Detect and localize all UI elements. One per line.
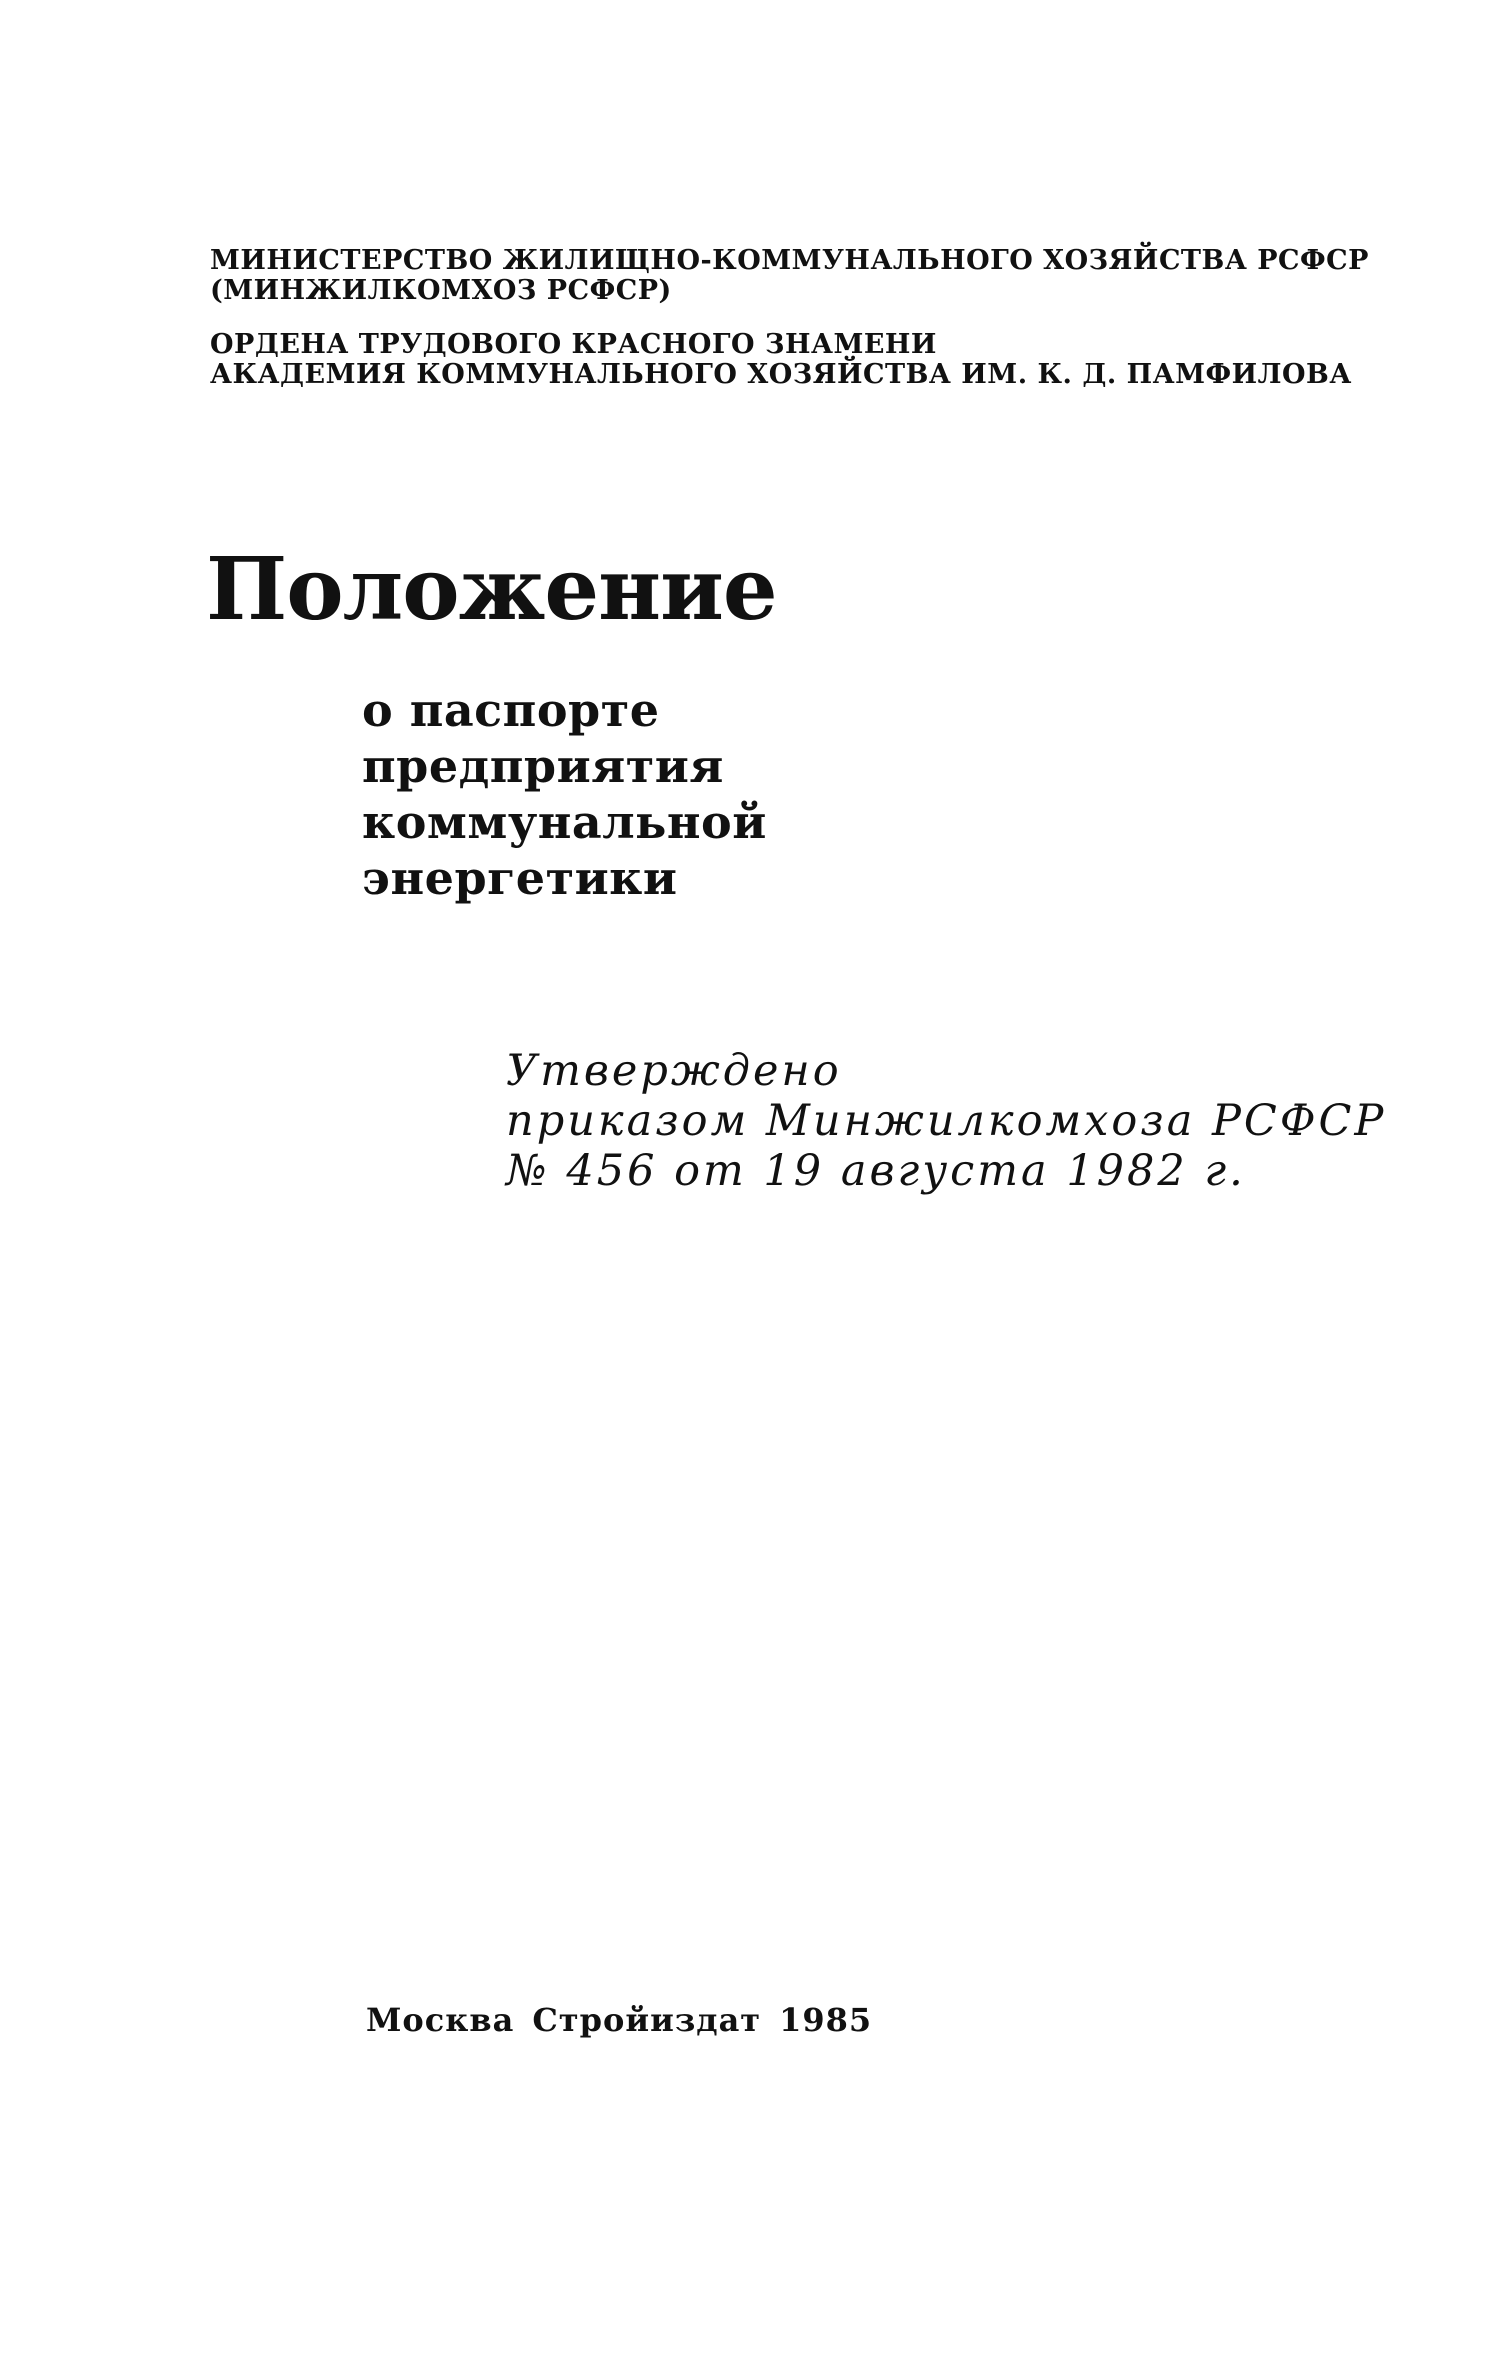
- order-name: ОРДЕНА ТРУДОВОГО КРАСНОГО ЗНАМЕНИ: [210, 329, 937, 360]
- document-title: Положение: [206, 539, 777, 640]
- approval-line: приказом Минжилкомхоза РСФСР: [506, 1096, 1387, 1146]
- approval-line: Утверждено: [506, 1046, 842, 1096]
- subtitle-line: энергетики: [362, 851, 678, 905]
- ministry-abbreviation: (МИНЖИЛКОМХОЗ РСФСР): [210, 275, 672, 306]
- institution-header: [210, 246, 1369, 390]
- approval-line: № 456 от 19 августа 1982 г.: [506, 1146, 1246, 1196]
- imprint-publisher: Стройиздат: [532, 2001, 762, 2039]
- subtitle-line: о паспорте: [362, 683, 660, 737]
- imprint-year: 1985: [779, 2001, 873, 2039]
- header-spacer: [210, 306, 1369, 330]
- academy-name: АКАДЕМИЯ КОММУНАЛЬНОГО ХОЗЯЙСТВА ИМ. К. Д. ПАМФИЛОВА: [210, 359, 1352, 390]
- subtitle-line: коммунальной: [362, 795, 767, 849]
- ministry-name: МИНИСТЕРСТВО ЖИЛИЩНО-КОММУНАЛЬНОГО ХОЗЯЙСТВА РСФСР: [210, 245, 1369, 276]
- subtitle-line: предприятия: [362, 739, 724, 793]
- imprint-city: Москва: [366, 2001, 515, 2039]
- document-subtitle: [362, 682, 767, 906]
- approval-note: [506, 1046, 1386, 1196]
- publication-imprint: [366, 2000, 890, 2040]
